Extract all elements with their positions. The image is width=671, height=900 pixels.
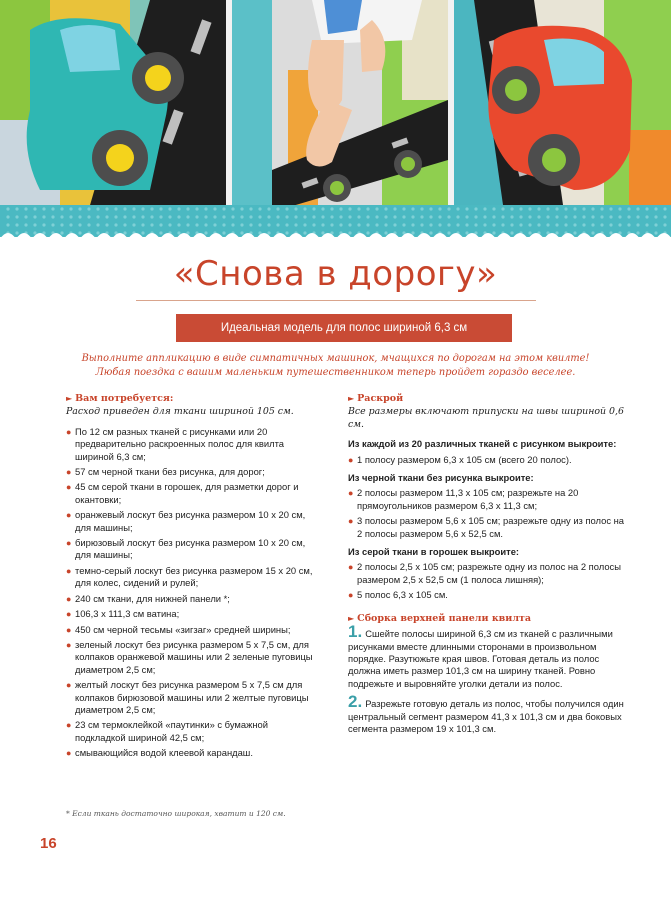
photo-blue-car <box>0 0 226 212</box>
cutting-list <box>348 487 630 540</box>
list-item: ● 240 см ткани, для нижней панели *; <box>66 592 230 604</box>
cutting-group-title: Из серой ткани в горошек выкроите: <box>348 546 520 558</box>
intro-line: Выполните аппликацию в виде симпатичных машинок, мчащихся по дорогам на этом квилте! <box>81 353 590 364</box>
step-number: 2. <box>348 692 363 712</box>
bullet-icon: ● <box>66 426 72 437</box>
step-text: Сшейте полосы шириной 6,3 см из тканей с различными рисунками вместе длинными сторонами в произвольном порядке. Разутюжьте края швов. Готовая деталь из полос должна иметь размер 101,3 см на ширину тканей. Ровно подрежьте и выровняйте уголки детали из полос. <box>348 628 613 689</box>
step-1 <box>348 622 630 690</box>
bullet-icon: ● <box>66 680 72 691</box>
photo-baby-feet <box>232 0 448 212</box>
cutting-heading: ► Раскрой <box>348 393 404 404</box>
bullet-icon: ● <box>348 590 354 601</box>
bullet-icon: ● <box>66 748 72 759</box>
page-number: 16 <box>40 835 57 852</box>
bullet-icon: ● <box>66 593 72 604</box>
cutting-group-title: Из каждой из 20 различных тканей с рисунком выкроите: <box>348 438 617 450</box>
bullet-icon: ● <box>348 562 354 573</box>
list-item: ● 1 полосу размером 6,3 х 105 см (всего 20 полос). <box>348 453 572 465</box>
cutting-list <box>348 454 630 466</box>
list-item: ● По 12 см разных тканей с рисунками или 20 предварительно раскроенных полос для квилта шириной 6,3 см; <box>66 425 284 462</box>
materials-note: Расход приведен для ткани шириной 105 см. <box>66 406 294 418</box>
list-item: ● 106,3 х 111,3 см ватина; <box>66 608 180 620</box>
materials-list <box>66 426 318 760</box>
photo-red-car <box>454 0 671 212</box>
triangle-icon: ► <box>348 393 355 403</box>
materials-column <box>66 392 318 763</box>
list-item: ● смывающийся водой клеевой карандаш. <box>66 747 253 759</box>
list-item: ● 45 см серой ткани в горошек, для разметки дорог и окантовки; <box>66 481 299 505</box>
step-number: 1. <box>348 622 363 642</box>
list-item: ● 57 см черной ткани без рисунка, для дорог; <box>66 466 265 478</box>
step-2 <box>348 692 630 735</box>
bullet-icon: ● <box>66 720 72 731</box>
title-rule <box>136 300 536 301</box>
bullet-icon: ● <box>66 510 72 521</box>
materials-heading: ► Вам потребуется: <box>66 393 174 404</box>
bullet-icon: ● <box>66 565 72 576</box>
list-item: ● оранжевый лоскут без рисунка размером 10 х 20 см, для машины; <box>66 509 306 533</box>
cutting-note: Все размеры включают припуски на швы шириной 0,6 см. <box>348 406 624 430</box>
bullet-icon: ● <box>348 516 354 527</box>
bullet-icon: ● <box>66 609 72 620</box>
list-item: ● 23 см термоклейкой «паутинки» с бумажной подкладкой шириной 42,5 см; <box>66 719 268 743</box>
list-item: ● 2 полосы размером 11,3 х 105 см; разрежьте на 20 прямоугольников размером 6,3 х 11,3 см; <box>348 487 579 511</box>
list-item: ● 3 полосы размером 5,6 х 105 см; разрежьте одну из полос на 2 полосы размером 5,6 х 52,5 см. <box>348 515 625 539</box>
subtitle-banner: Идеальная модель для полос шириной 6,3 см <box>176 314 512 342</box>
list-item: ● зеленый лоскут без рисунка размером 5 х 7,5 см, для колпаков оранжевой машины или 2 зеленые пуговицы диаметром 2,5 см; <box>66 638 313 675</box>
triangle-icon: ► <box>66 393 73 403</box>
list-item: ● 450 см черной тесьмы «зигзаг» средней ширины; <box>66 623 291 635</box>
cutting-group-title: Из черной ткани без рисунка выкроите: <box>348 472 534 484</box>
instructions-column <box>348 392 630 741</box>
footnote: * Если ткань достаточно широкая, хватит и 120 см. <box>66 809 286 818</box>
photo-strip <box>0 0 671 212</box>
list-item: ● желтый лоскут без рисунка размером 5 х 7,5 см для колпаков бирюзовой машины или 2 желтые пуговицы диаметром 2,5 см; <box>66 679 309 715</box>
intro-text <box>40 352 631 380</box>
step-text: Разрежьте готовую деталь из полос, чтобы получился один центральный сегмент размером 41,3 х 101,3 см и два боковых сегмента размером 19 х 101,3 см. <box>348 698 624 734</box>
intro-line: Любая поездка с вашим маленьким путешественником теперь пройдет гораздо веселее. <box>95 367 576 378</box>
decorative-band <box>0 205 671 245</box>
list-item: ● бирюзовый лоскут без рисунка размером 10 х 20 см, для машины; <box>66 537 306 561</box>
bullet-icon: ● <box>348 488 354 499</box>
triangle-icon: ► <box>348 612 355 623</box>
cutting-list <box>348 561 630 601</box>
bullet-icon: ● <box>66 624 72 635</box>
bullet-icon: ● <box>66 639 72 650</box>
list-item: ● 2 полосы 2,5 х 105 см; разрежьте одну из полос на 2 полосы размером 2,5 х 52,5 см (1 полоса лишняя); <box>348 561 621 585</box>
list-item: ● темно-серый лоскут без рисунка размером 15 х 20 см, для колес, сидений и рулей; <box>66 564 313 589</box>
assembly-heading: ► Сборка верхней панели квилта <box>348 612 532 624</box>
bullet-icon: ● <box>66 467 72 478</box>
bullet-icon: ● <box>348 454 354 465</box>
bullet-icon: ● <box>66 538 72 549</box>
page-title: «Снова в дорогу» <box>173 254 498 294</box>
bullet-icon: ● <box>66 482 72 493</box>
list-item: ● 5 полос 6,3 х 105 см. <box>348 589 448 601</box>
